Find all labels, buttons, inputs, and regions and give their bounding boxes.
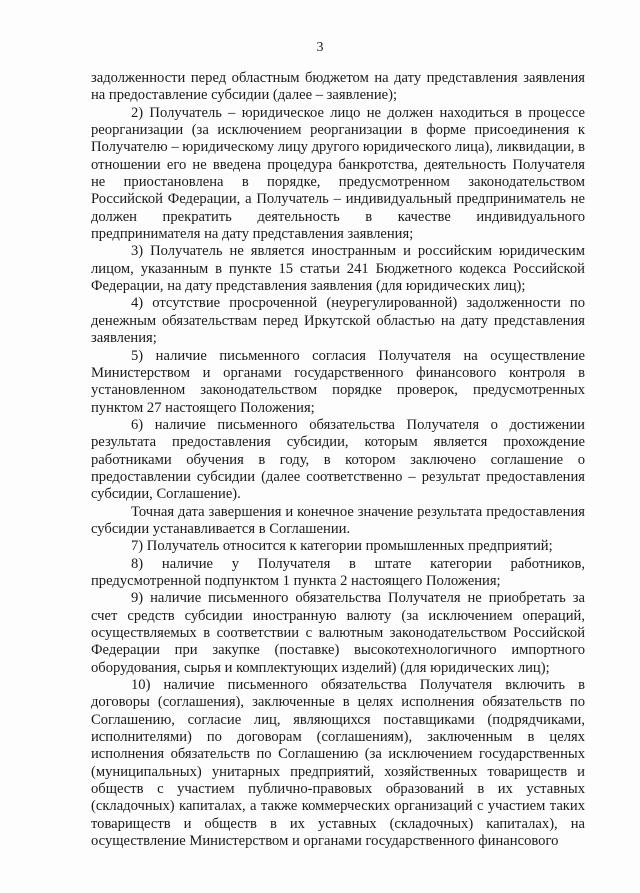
paragraph: 4) отсутствие просроченной (неурегулированной) задолженности по денежным обязательствам перед Иркутской областью на дату представления заявления; (91, 295, 585, 347)
paragraph: 9) наличие письменного обязательства Получателя не приобретать за счет средств субсидии иностранную валюту (за исключением операций, осуществляемых в соответствии с валютным законодательством Российской Федерации при закупке (поставке) высокотехнологичного импортного оборудования, сырья и комплектующих изделий) (для юридических лиц); (91, 590, 585, 676)
paragraph: 2) Получатель – юридическое лицо не должен находиться в процессе реорганизации (за исключением реорганизации в форме присоединения к Получателю – юридическому лицу другого юридического лица), ликвидации, в отношении его не введена процедура банкротства, деятельность Получателя не приостановлена в порядке, предусмотренном законодательством Российской Федерации, а Получатель – индивидуальный предприниматель не должен прекратить деятельность в качестве индивидуального предпринимателя на дату представления заявления; (91, 104, 585, 243)
paragraph: задолженности перед областным бюджетом на дату представления заявления на предоставление субсидии (далее – заявление); (91, 70, 585, 104)
paragraph: Точная дата завершения и конечное значение результата предоставления субсидии устанавливается в Соглашении. (91, 503, 585, 537)
paragraph: 8) наличие у Получателя в штате категории работников, предусмотренной подпунктом 1 пункта 2 настоящего Положения; (91, 555, 585, 589)
paragraph: 5) наличие письменного согласия Получателя на осуществление Министерством и органами государственного финансового контроля в установленном законодательством порядке проверок, предусмотренных пунктом 27 настоящего Положения; (91, 347, 585, 416)
paragraph: 7) Получатель относится к категории промышленных предприятий; (131, 538, 553, 555)
paragraph: 3) Получатель не является иностранным и российским юридическим лицом, указанным в пункте 15 статьи 241 Бюджетного кодекса Российской Федерации, на дату представления заявления (для юридических лиц); (91, 243, 585, 295)
body-text (91, 70, 585, 850)
paragraph: 10) наличие письменного обязательства Получателя включить в договоры (соглашения), заключенные в целях исполнения обязательств по Соглашению, согласие лиц, являющихся поставщиками (подрядчиками, исполнителями) по договорам (соглашениям), заключенным в целях исполнения обязательств по Соглашению (за исключением государственных (муниципальных) унитарных предприятий, хозяйственных товариществ и обществ с участием публично-правовых образований в их уставных (складочных) капиталах, а также коммерческих организаций с участием таких товариществ и обществ в их уставных (складочных) капиталах), на осуществление Министерством и органами государственного финансового (91, 677, 585, 850)
paragraph: 6) наличие письменного обязательства Получателя о достижении результата предоставления субсидии, которым является прохождение работниками обучения в году, в котором заключено соглашение о предоставлении субсидии (далее соответственно – результат предоставления субсидии, Соглашение). (91, 416, 585, 503)
page-number: 3 (316, 40, 324, 55)
